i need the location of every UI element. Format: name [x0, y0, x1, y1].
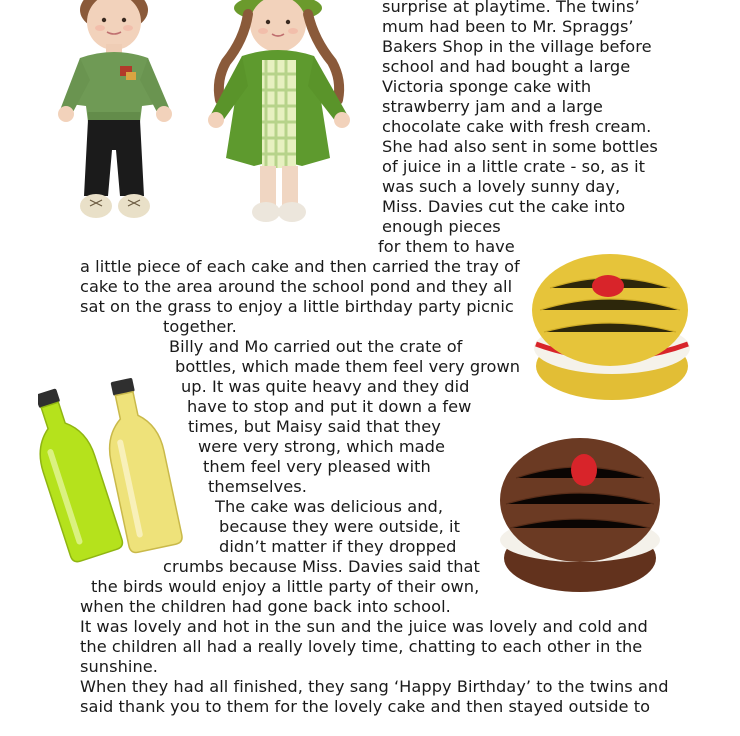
story-line: Bakers Shop in the village before	[382, 37, 652, 56]
story-line: the birds would enjoy a little party of their own,	[91, 577, 480, 596]
story-line: sat on the grass to enjoy a little birthday party picnic	[80, 297, 514, 316]
story-line: of juice in a little crate - so, as it	[382, 157, 646, 176]
story-line: Billy and Mo carried out the crate of	[169, 337, 463, 356]
story-line: It was lovely and hot in the sun and the juice was lovely and cold and	[80, 617, 648, 636]
juice-bottles-image	[38, 372, 194, 572]
story-line: for them to have	[378, 237, 515, 256]
story-line: strawberry jam and a large	[382, 97, 603, 116]
story-line: them feel very pleased with	[203, 457, 431, 476]
story-line: crumbs because Miss. Davies said that	[163, 557, 480, 576]
story-line: Miss. Davies cut the cake into	[382, 197, 626, 216]
story-line: together.	[163, 317, 237, 336]
story-line: when the children had gone back into school.	[80, 597, 451, 616]
story-line: enough pieces	[382, 217, 501, 236]
story-line: up. It was quite heavy and they did	[181, 377, 470, 396]
story-line: school and had bought a large	[382, 57, 631, 76]
story-line: a little piece of each cake and then carried the tray of	[80, 257, 520, 276]
story-line: themselves.	[208, 477, 307, 496]
story-line: said thank you to them for the lovely cake and then stayed outside to	[80, 697, 651, 716]
story-line: times, but Maisy said that they	[188, 417, 441, 436]
story-line: She had also sent in some bottles	[382, 137, 658, 156]
story-line: have to stop and put it down a few	[187, 397, 472, 416]
story-line: was such a lovely sunny day,	[382, 177, 621, 196]
story-line: the children all had a really lovely time, chatting to each other in the	[80, 637, 643, 656]
story-line: sunshine.	[80, 657, 158, 676]
chocolate-cake-image	[494, 428, 666, 596]
story-line: When they had all finished, they sang ‘Happy Birthday’ to the twins and	[80, 677, 669, 696]
boy-doll-image	[40, 0, 190, 236]
story-line: cake to the area around the school pond and they all	[80, 277, 513, 296]
girl-doll-image	[190, 0, 370, 236]
story-line: Victoria sponge cake with	[382, 77, 592, 96]
story-line: because they were outside, it	[219, 517, 461, 536]
story-line: were very strong, which made	[198, 437, 445, 456]
story-line: didn’t matter if they dropped	[219, 537, 457, 556]
story-line: surprise at playtime. The twins’	[382, 0, 640, 16]
story-line: chocolate cake with fresh cream.	[382, 117, 652, 136]
story-line: bottles, which made them feel very grown	[175, 357, 521, 376]
story-line: mum had been to Mr. Spraggs’	[382, 17, 634, 36]
story-line: The cake was delicious and,	[215, 497, 444, 516]
victoria-sponge-cake-image	[526, 248, 696, 408]
